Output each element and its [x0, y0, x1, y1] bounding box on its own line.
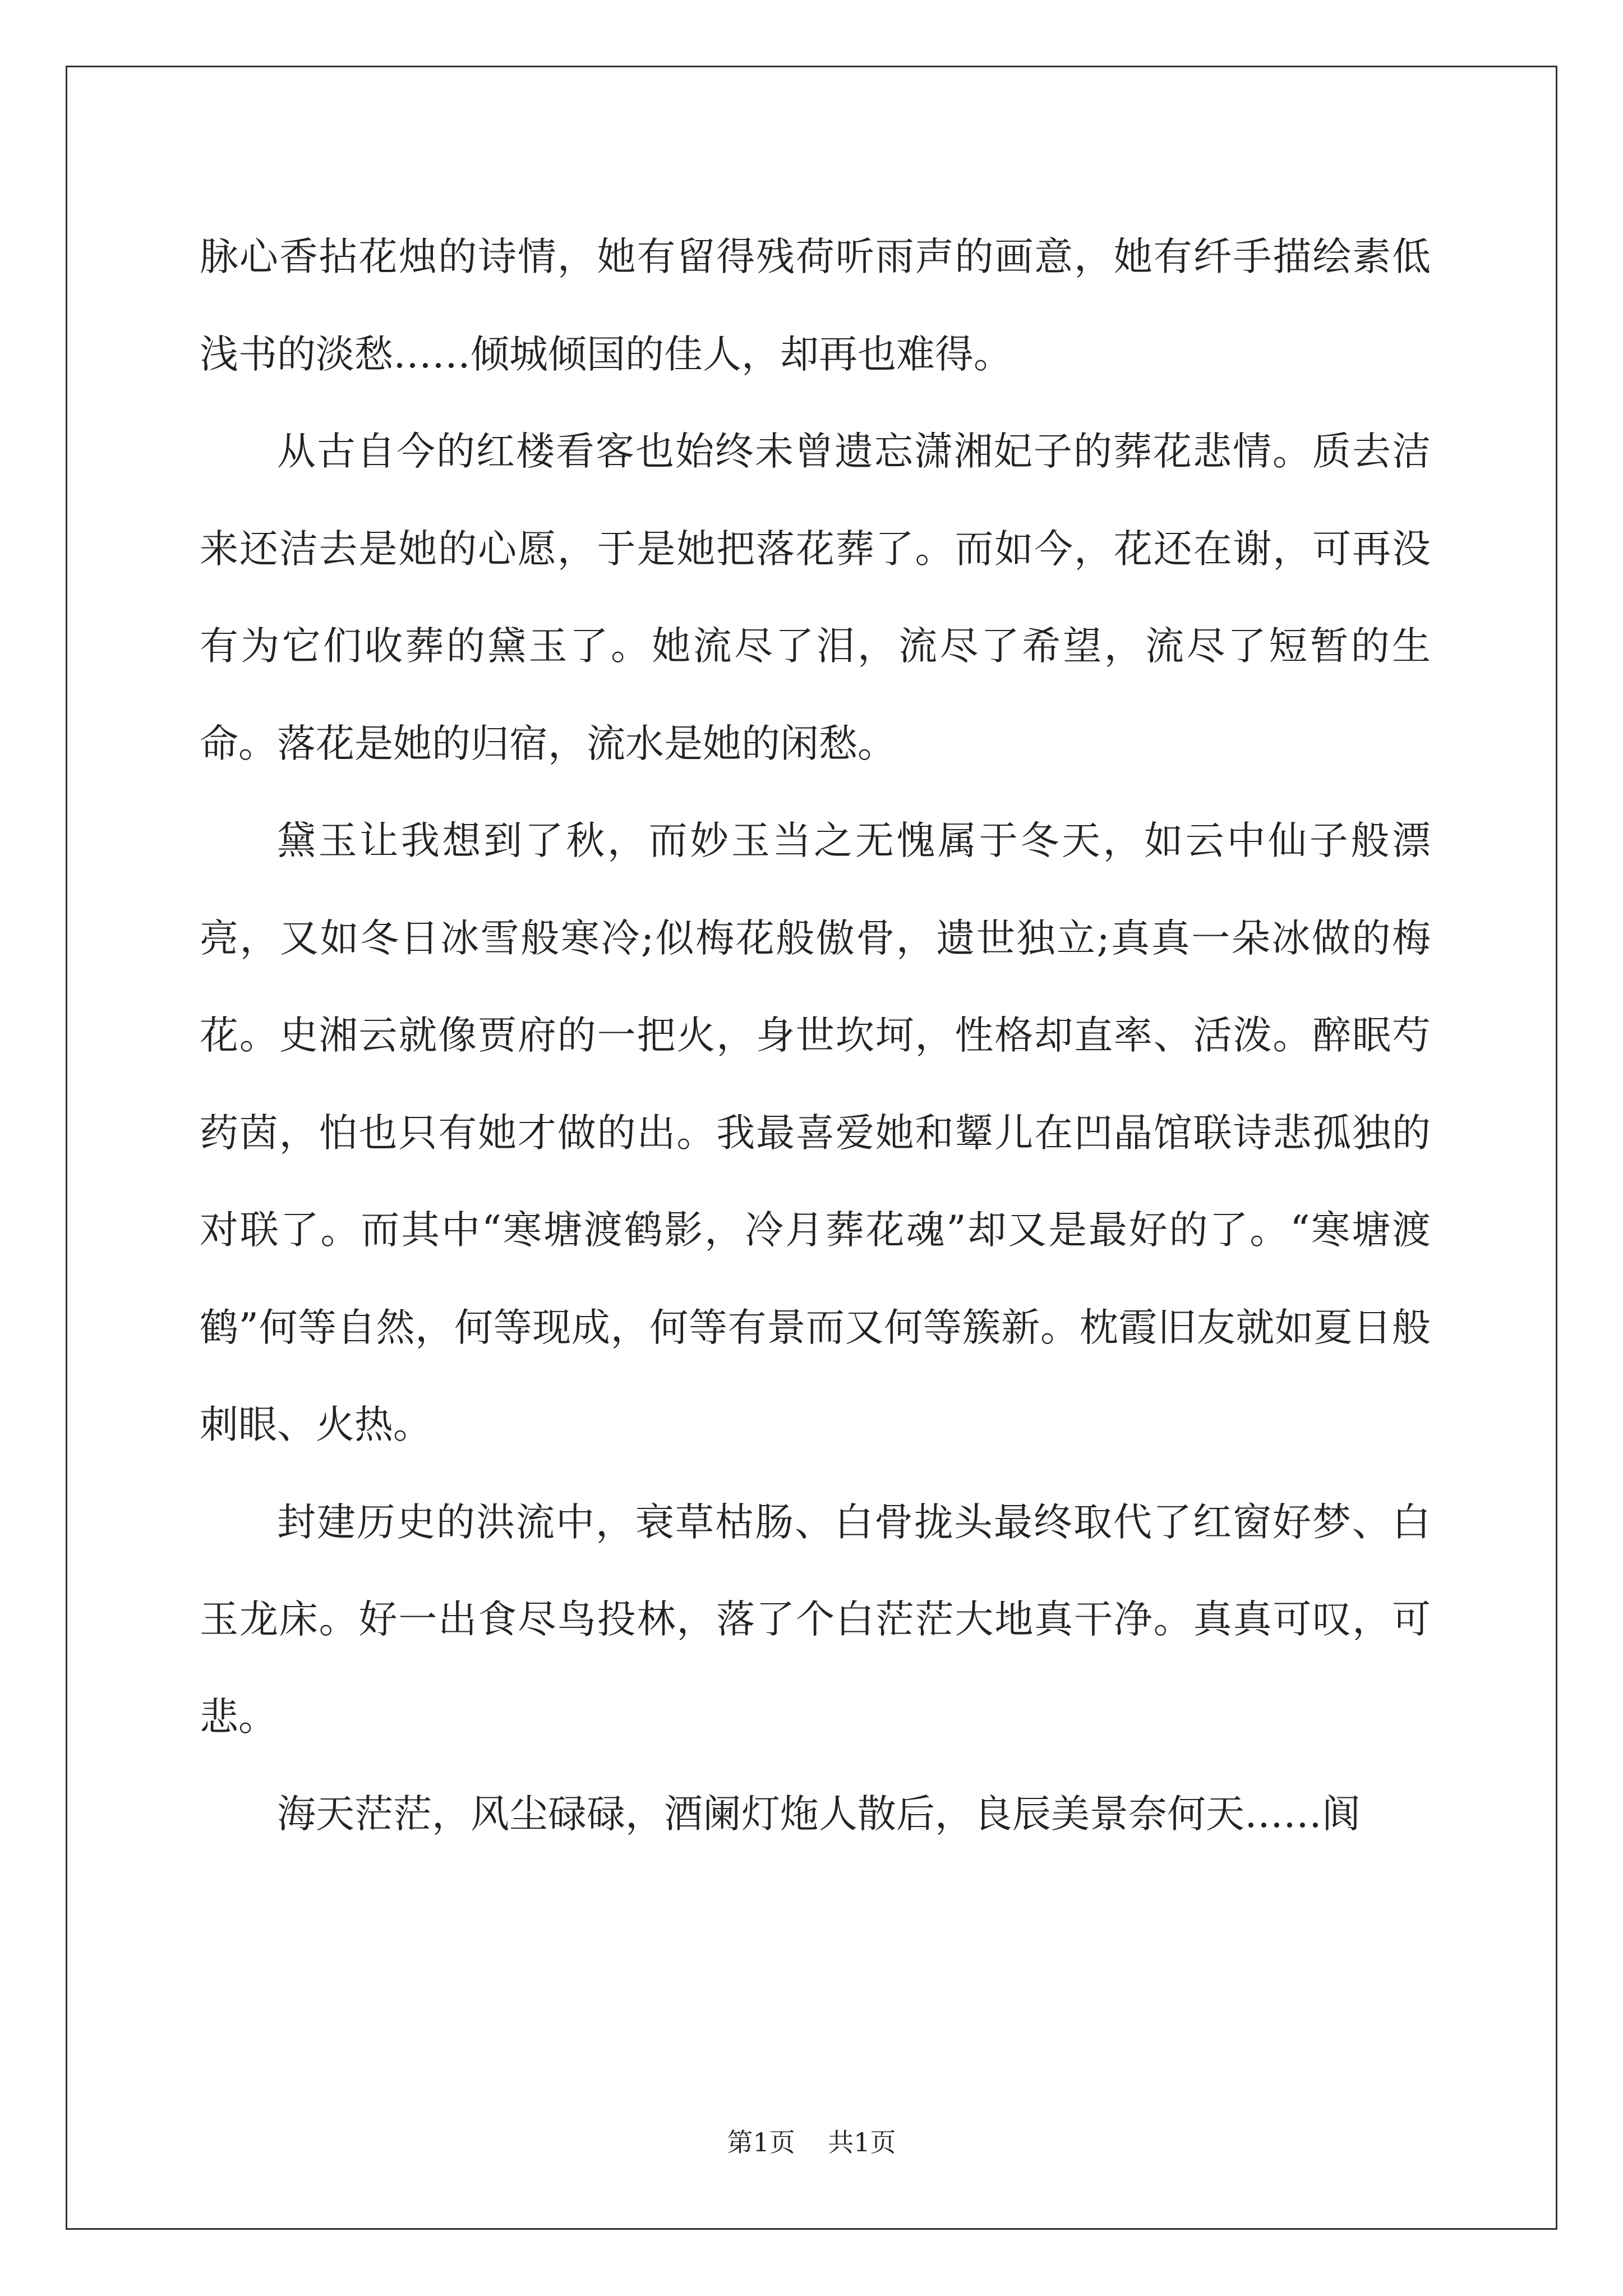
paragraph: 封建历史的洪流中，衰草枯肠、白骨拢头最终取代了红窗好梦、白玉龙床。好一出食尽鸟投林，落了个白茫茫大地真干净。真真可叹，可悲。 — [200, 1499, 1431, 1740]
paragraph: 从古自今的红楼看客也始终未曾遗忘潇湘妃子的葬花悲情。质去洁来还洁去是她的心愿，于是她把落花葬了。而如今，花还在谢，可再没有为它们收葬的黛玉了。她流尽了泪，流尽了希望，流尽了短暂的生命。落花是她的归宿，流水是她的闲愁。 — [200, 429, 1431, 766]
paragraph: 海天茫茫，风尘碌碌，酒阑灯炧人散后，良辰美景奈何天……阆 — [277, 1792, 1361, 1837]
paragraph: 脉心香拈花烛的诗情，她有留得残荷听雨声的画意，她有纤手描绘素低浅书的淡愁……倾城倾国的佳人，却再也难得。 — [200, 234, 1431, 377]
document-body — [200, 209, 1431, 1864]
page-total: 共1页 — [828, 2127, 896, 2157]
paragraph: 黛玉让我想到了秋，而妙玉当之无愧属于冬天，如云中仙子般漂亮，又如冬日冰雪般寒冷;似梅花般傲骨，遗世独立;真真一朵冰做的梅花。史湘云就像贾府的一把火，身世坎坷，性格却直率、活泼。醉眠芍药茵，怕也只有她才做的出。我最喜爱她和颦儿在凹晶馆联诗悲孤独的对联了。而其中“寒塘渡鹤影，冷月葬花魂”却又是最好的了。“寒塘渡鹤”何等自然，何等现成，何等有景而又何等簇新。枕霞旧友就如夏日般刺眼、火热。 — [200, 818, 1431, 1447]
page-number: 第1页 — [727, 2127, 795, 2157]
page-footer — [0, 2122, 1623, 2159]
